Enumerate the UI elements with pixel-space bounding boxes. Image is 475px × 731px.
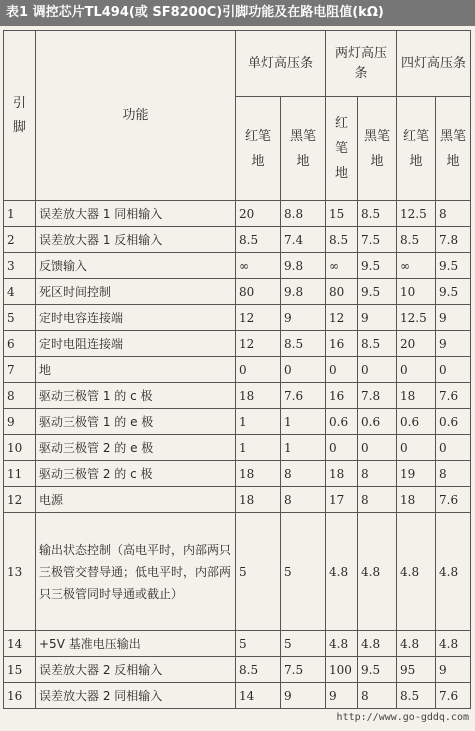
pin-number: 13 (4, 513, 36, 631)
resistance-value: 80 (236, 279, 281, 305)
sub-header-black: 黑笔地 (436, 97, 471, 201)
function-header: 功能 (36, 31, 236, 201)
pin-number: 1 (4, 201, 36, 227)
resistance-value: ∞ (326, 253, 358, 279)
pin-number: 10 (4, 435, 36, 461)
resistance-value: 9.5 (358, 657, 397, 683)
pin-number: 15 (4, 657, 36, 683)
table-row (4, 435, 471, 461)
resistance-value: 4.8 (326, 631, 358, 657)
table-row (4, 631, 471, 657)
resistance-value: 5 (281, 513, 326, 631)
pin-number: 5 (4, 305, 36, 331)
resistance-value: 9 (326, 683, 358, 709)
resistance-value: 12 (236, 331, 281, 357)
pin-number: 12 (4, 487, 36, 513)
resistance-value: 4.8 (326, 513, 358, 631)
resistance-value: 0 (436, 357, 471, 383)
resistance-value: ∞ (236, 253, 281, 279)
resistance-value: 7.6 (436, 683, 471, 709)
resistance-value: 8.5 (358, 331, 397, 357)
pin-number: 4 (4, 279, 36, 305)
resistance-value: 9 (281, 683, 326, 709)
resistance-value: 0.6 (326, 409, 358, 435)
table-row (4, 305, 471, 331)
resistance-value: 20 (236, 201, 281, 227)
pin-number: 11 (4, 461, 36, 487)
table-row (4, 227, 471, 253)
resistance-value: 7.5 (358, 227, 397, 253)
pin-function: 驱动三极管 2 的 e 极 (36, 435, 236, 461)
resistance-value: 12 (236, 305, 281, 331)
pin-function: 反馈输入 (36, 253, 236, 279)
resistance-value: 7.8 (358, 383, 397, 409)
table-row (4, 357, 471, 383)
resistance-value: 12.5 (397, 201, 436, 227)
resistance-value: 0 (358, 435, 397, 461)
pin-function: +5V 基准电压输出 (36, 631, 236, 657)
resistance-value: 18 (236, 383, 281, 409)
resistance-value: 18 (397, 487, 436, 513)
resistance-value: 8 (358, 683, 397, 709)
resistance-value: 12.5 (397, 305, 436, 331)
resistance-value: 7.6 (436, 487, 471, 513)
resistance-value: 8 (358, 487, 397, 513)
resistance-value: 8 (436, 201, 471, 227)
resistance-value: 8.5 (397, 227, 436, 253)
pin-function: 定时电容连接端 (36, 305, 236, 331)
resistance-value: 0 (326, 435, 358, 461)
pin-function: 输出状态控制（高电平时，内部两只三极管交替导通；低电平时，内部两只三极管同时导通或截止） (36, 513, 236, 631)
pin-resistance-table (3, 30, 471, 709)
pin-function: 驱动三极管 1 的 c 极 (36, 383, 236, 409)
sub-header-black: 黑笔地 (281, 97, 326, 201)
resistance-value: 1 (236, 435, 281, 461)
resistance-value: 4.8 (358, 631, 397, 657)
resistance-value: 0.6 (397, 409, 436, 435)
group-header-two: 两灯高压条 (326, 31, 397, 97)
resistance-value: ∞ (397, 253, 436, 279)
pin-function: 驱动三极管 1 的 e 极 (36, 409, 236, 435)
pin-function: 地 (36, 357, 236, 383)
resistance-value: 19 (397, 461, 436, 487)
pin-number: 6 (4, 331, 36, 357)
resistance-value: 1 (236, 409, 281, 435)
table-row (4, 683, 471, 709)
resistance-value: 9.5 (436, 279, 471, 305)
resistance-value: 7.8 (436, 227, 471, 253)
sub-header-black: 黑笔地 (358, 97, 397, 201)
resistance-value: 4.8 (397, 513, 436, 631)
table-row (4, 279, 471, 305)
table-row (4, 331, 471, 357)
resistance-value: 5 (236, 631, 281, 657)
resistance-value: 8.5 (236, 227, 281, 253)
pin-number: 8 (4, 383, 36, 409)
table-row (4, 487, 471, 513)
resistance-value: 5 (281, 631, 326, 657)
resistance-value: 100 (326, 657, 358, 683)
resistance-value: 15 (326, 201, 358, 227)
pin-function: 误差放大器 1 同相输入 (36, 201, 236, 227)
resistance-value: 7.6 (281, 383, 326, 409)
resistance-value: 0 (397, 435, 436, 461)
resistance-value: 4.8 (358, 513, 397, 631)
resistance-value: 0 (281, 357, 326, 383)
resistance-value: 9.5 (358, 279, 397, 305)
resistance-value: 8.8 (281, 201, 326, 227)
table-row (4, 657, 471, 683)
resistance-value: 9.8 (281, 279, 326, 305)
resistance-value: 9 (436, 331, 471, 357)
pin-function: 驱动三极管 2 的 c 极 (36, 461, 236, 487)
resistance-value: 12 (326, 305, 358, 331)
table-row (4, 253, 471, 279)
pin-function: 定时电阻连接端 (36, 331, 236, 357)
table-row (4, 383, 471, 409)
resistance-value: 8.5 (358, 201, 397, 227)
pin-number: 9 (4, 409, 36, 435)
resistance-value: 9.5 (358, 253, 397, 279)
sub-header-red: 红笔地 (326, 97, 358, 201)
resistance-value: 0 (397, 357, 436, 383)
resistance-value: 14 (236, 683, 281, 709)
table-row (4, 409, 471, 435)
resistance-value: 0 (436, 435, 471, 461)
resistance-value: 9 (358, 305, 397, 331)
pin-function: 误差放大器 1 反相输入 (36, 227, 236, 253)
pin-number: 14 (4, 631, 36, 657)
pin-function: 电源 (36, 487, 236, 513)
resistance-value: 9 (436, 657, 471, 683)
resistance-value: 0.6 (358, 409, 397, 435)
resistance-value: 8 (436, 461, 471, 487)
pin-function: 死区时间控制 (36, 279, 236, 305)
pin-number: 16 (4, 683, 36, 709)
resistance-value: 80 (326, 279, 358, 305)
group-header-four: 四灯高压条 (397, 31, 471, 97)
resistance-value: 0 (358, 357, 397, 383)
resistance-value: 8 (358, 461, 397, 487)
sub-header-red: 红笔地 (397, 97, 436, 201)
resistance-value: 9.5 (436, 253, 471, 279)
resistance-value: 1 (281, 435, 326, 461)
resistance-value: 9 (281, 305, 326, 331)
group-header-single: 单灯高压条 (236, 31, 326, 97)
resistance-value: 5 (236, 513, 281, 631)
resistance-value: 8.5 (326, 227, 358, 253)
pin-function: 误差放大器 2 同相输入 (36, 683, 236, 709)
resistance-value: 4.8 (436, 631, 471, 657)
pin-number: 7 (4, 357, 36, 383)
pin-number: 2 (4, 227, 36, 253)
resistance-value: 8 (281, 487, 326, 513)
resistance-value: 1 (281, 409, 326, 435)
resistance-value: 16 (326, 331, 358, 357)
resistance-value: 7.5 (281, 657, 326, 683)
table-title: 表1 调控芯片TL494(或 SF8200C)引脚功能及在路电阻值(kΩ) (0, 0, 475, 26)
resistance-value: 18 (326, 461, 358, 487)
resistance-value: 10 (397, 279, 436, 305)
table-row (4, 461, 471, 487)
pin-function: 误差放大器 2 反相输入 (36, 657, 236, 683)
resistance-value: 7.6 (436, 383, 471, 409)
resistance-value: 16 (326, 383, 358, 409)
resistance-value: 17 (326, 487, 358, 513)
resistance-value: 8.5 (397, 683, 436, 709)
resistance-value: 8.5 (236, 657, 281, 683)
resistance-value: 18 (236, 487, 281, 513)
resistance-value: 4.8 (397, 631, 436, 657)
sub-header-red: 红笔地 (236, 97, 281, 201)
resistance-value: 0 (236, 357, 281, 383)
resistance-value: 0 (326, 357, 358, 383)
resistance-value: 0.6 (436, 409, 471, 435)
pin-number: 3 (4, 253, 36, 279)
resistance-value: 9 (436, 305, 471, 331)
resistance-value: 18 (236, 461, 281, 487)
source-url: http://www.go-gddq.com (336, 712, 469, 723)
resistance-value: 8 (281, 461, 326, 487)
resistance-value: 8.5 (281, 331, 326, 357)
resistance-value: 7.4 (281, 227, 326, 253)
resistance-value: 18 (397, 383, 436, 409)
resistance-value: 4.8 (436, 513, 471, 631)
pin-header: 引脚 (4, 31, 36, 201)
table-row (4, 513, 471, 631)
resistance-value: 20 (397, 331, 436, 357)
resistance-value: 9.8 (281, 253, 326, 279)
resistance-value: 95 (397, 657, 436, 683)
table-row (4, 201, 471, 227)
